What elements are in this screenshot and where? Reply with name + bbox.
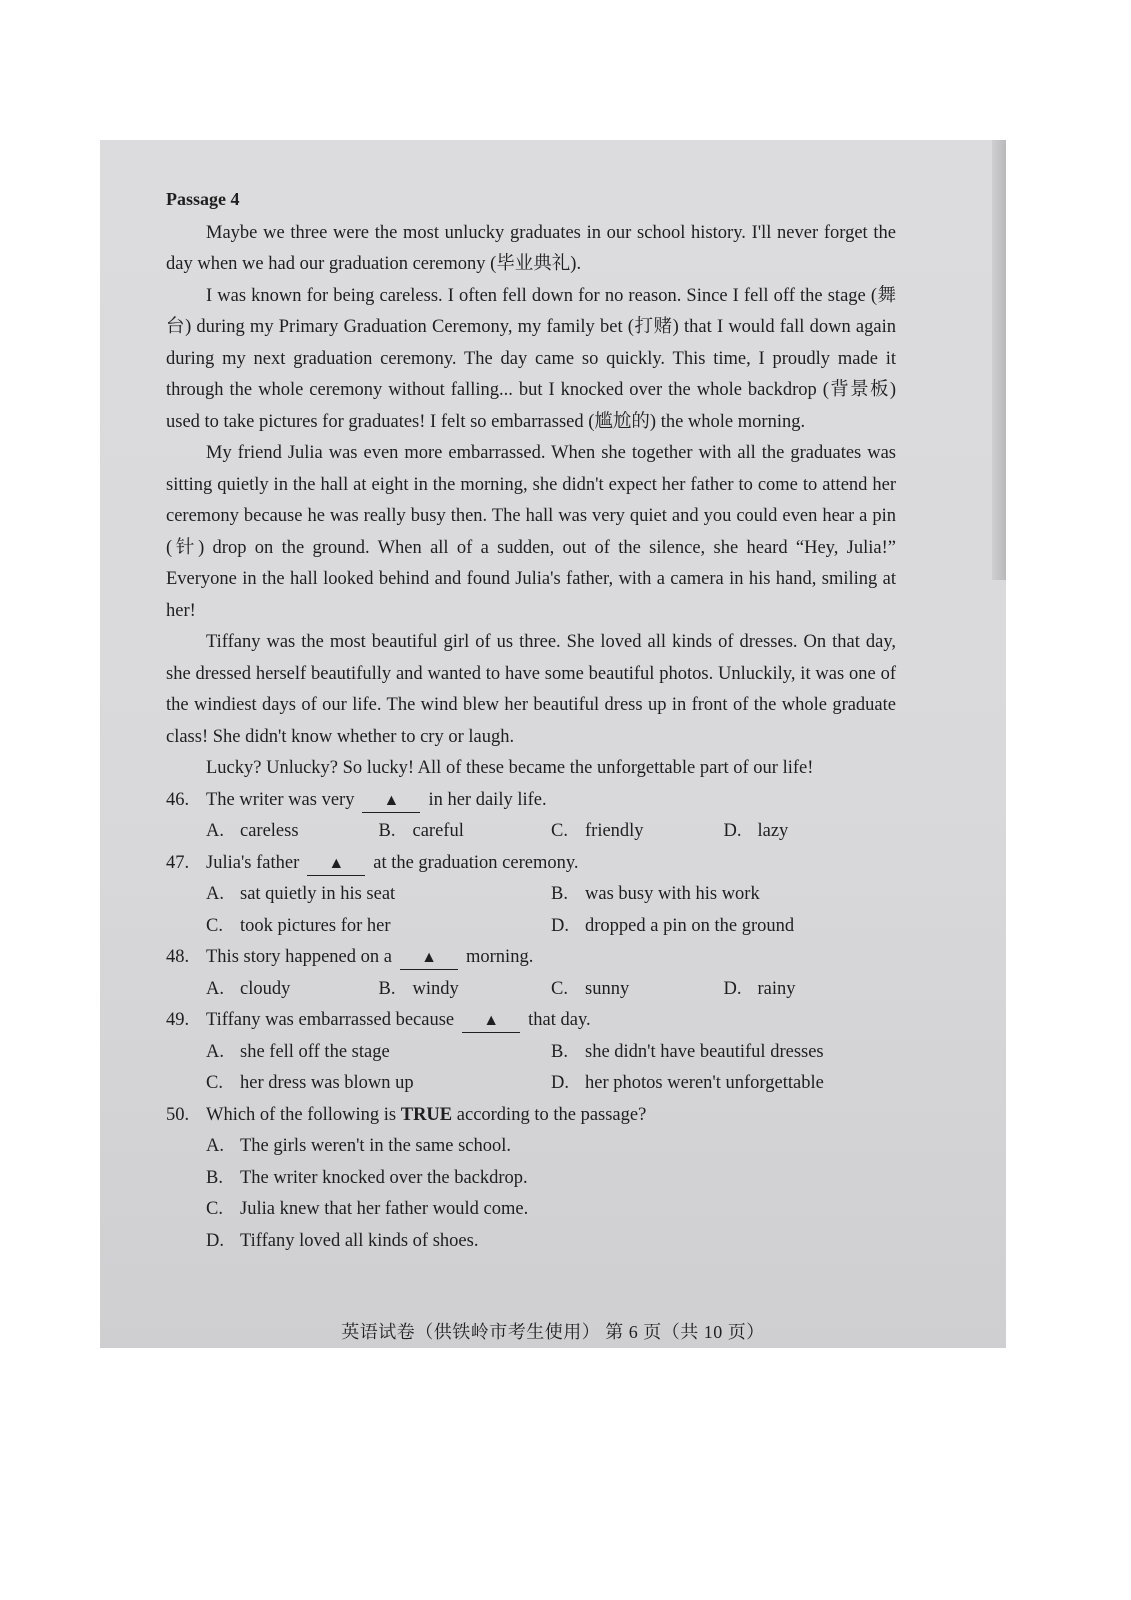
triangle-icon: ▲ [383, 791, 400, 809]
exam-sheet [100, 140, 1006, 1348]
question-47 [166, 848, 896, 943]
question-number: 50. [166, 1104, 190, 1125]
option-d[interactable]: D. her photos weren't unforgettable [551, 1073, 824, 1093]
option-b[interactable]: B. was busy with his work [551, 884, 760, 904]
question-number: 47. [166, 852, 190, 873]
option-d[interactable]: D. Tiffany loved all kinds of shoes. [206, 1230, 479, 1251]
option-row [206, 879, 896, 911]
option-row [206, 1037, 896, 1069]
option-b[interactable]: B. The writer knocked over the backdrop. [206, 1167, 528, 1188]
question-50 [166, 1100, 896, 1258]
triangle-icon: ▲ [328, 854, 345, 872]
passage-paragraph: My friend Julia was even more embarrassed. When she together with all the graduates was sitting quietly in the hall at eight in the morning, she didn't expect her father to come to attend her ceremony because he was really busy then. The hall was very quiet and you could even hear a pin (针) drop on the ground. When all of a sudden, out of the silence, she heard “Hey, Julia!” Everyone in the hall looked behind and found Julia's father, with a camera in his hand, smiling at her! [166, 443, 896, 621]
option-a[interactable]: A. she fell off the stage [206, 1041, 390, 1062]
option-c[interactable]: C. her dress was blown up [206, 1073, 414, 1093]
passage-heading: Passage 4 [166, 189, 240, 209]
passage-paragraph: Tiffany was the most beautiful girl of us three. She loved all kinds of dresses. On that day, she dressed herself beautifully and wanted to have some beautiful photos. Unluckily, it was one of the windiest days of our life. The wind blew her beautiful dress up in front of the whole graduate class! She didn't know whether to cry or laugh. [166, 632, 896, 747]
triangle-icon: ▲ [421, 949, 437, 966]
passage-paragraph: Lucky? Unlucky? So lucky! All of these became the unforgettable part of our life! [206, 758, 814, 778]
question-stem: Which of the following is TRUE according to the passage? [206, 1104, 647, 1125]
option-b[interactable]: B. she didn't have beautiful dresses [551, 1041, 824, 1062]
option-c[interactable]: C. took pictures for her [206, 915, 391, 936]
option-a[interactable]: A. careless [206, 821, 299, 841]
question-number: 46. [166, 789, 190, 810]
question-stem: Julia's father ▲ at the graduation ceremony. [206, 848, 579, 880]
option-d[interactable]: D. dropped a pin on the ground [551, 915, 795, 936]
question-stem: The writer was very ▲ in her daily life. [206, 785, 547, 817]
answer-blank[interactable] [462, 1009, 520, 1033]
question-49 [166, 1005, 896, 1100]
question-stem: This story happened on a ▲ morning. [206, 942, 533, 974]
question-46 [166, 785, 896, 848]
option-row [206, 816, 896, 848]
option-c[interactable]: C. sunny [551, 978, 630, 999]
passage-paragraph: Maybe we three were the most unlucky graduates in our school history. I'll never forget the day when we had our graduation ceremony (毕业典礼). [166, 222, 896, 274]
answer-blank[interactable] [400, 946, 458, 970]
option-b[interactable]: B. windy [378, 978, 459, 999]
page-content [166, 184, 896, 1257]
option-row [206, 974, 896, 1006]
option-b[interactable]: B. careful [378, 821, 464, 841]
question-stem: Tiffany was embarrassed because ▲ that day. [206, 1005, 591, 1037]
answer-blank[interactable] [362, 789, 420, 813]
passage-paragraph: I was known for being careless. I often fell down for no reason. Since I fell off the stage (舞台) during my Primary Graduation Ceremony, my family bet (打赌) that I would fall down again during my next graduation ceremony. The day came so quickly. This time, I proudly made it through the whole ceremony without falling... but I knocked over the whole backdrop (背景板) used to take pictures for graduates! I felt so embarrassed (尴尬的) the whole morning. [166, 285, 896, 432]
option-d[interactable]: D. lazy [723, 821, 789, 841]
option-c[interactable]: C. Julia knew that her father would come. [206, 1199, 529, 1219]
option-c[interactable]: C. friendly [551, 821, 644, 841]
option-a[interactable]: A. cloudy [206, 978, 291, 999]
question-number: 49. [166, 1010, 190, 1030]
question-number: 48. [166, 947, 190, 967]
page-footer: 英语试卷（供铁岭市考生使用） 第 6 页（共 10 页） [341, 1322, 765, 1342]
option-a[interactable]: A. The girls weren't in the same school. [206, 1136, 511, 1156]
question-48 [166, 942, 896, 1005]
option-row [206, 911, 896, 943]
option-row [206, 1068, 896, 1100]
triangle-icon: ▲ [483, 1012, 500, 1029]
option-d[interactable]: D. rainy [723, 978, 796, 999]
answer-blank[interactable] [307, 852, 365, 876]
paper-edge-shadow [992, 140, 1006, 580]
option-a[interactable]: A. sat quietly in his seat [206, 884, 396, 904]
